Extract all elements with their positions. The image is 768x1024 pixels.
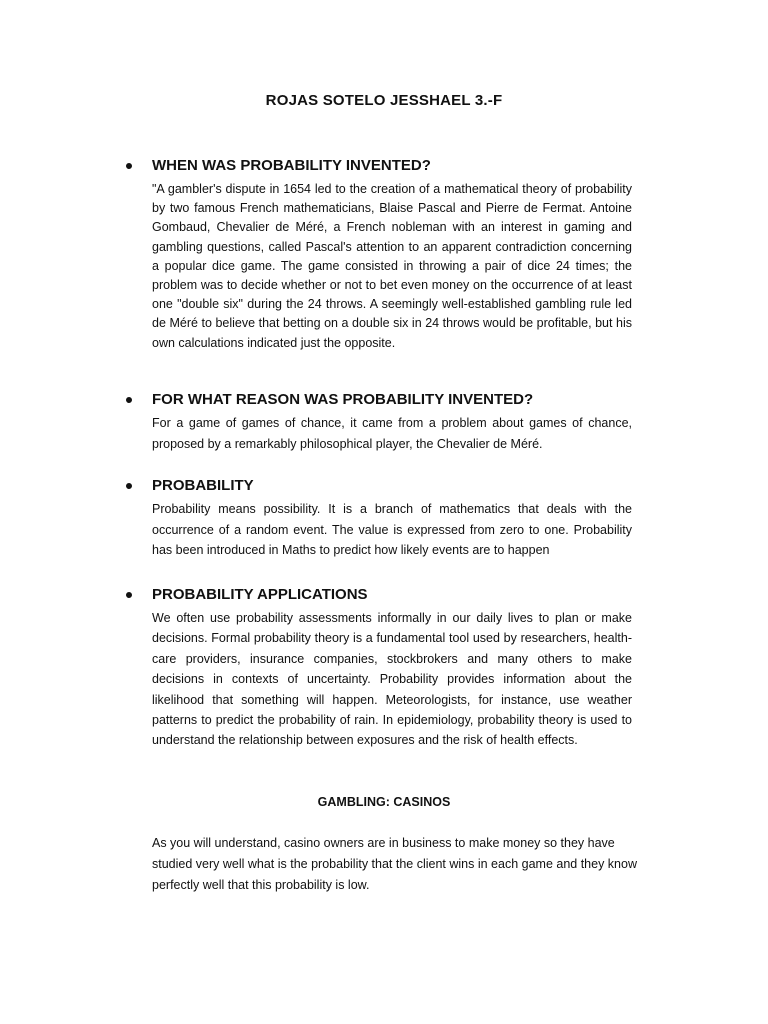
section-heading: PROBABILITY APPLICATIONS [152,586,368,603]
bullet-icon [126,163,132,169]
document-title: ROJAS SOTELO JESSHAEL 3.-F [265,92,503,109]
section-paragraph: Probability means possibility. It is a branch of mathematics that deals with the occurrence of a random event. The value is expressed from zero to one. Probability has been introduced in Maths to predict how likely events are to happen [152,502,632,557]
section-paragraph: We often use probability assessments informally in our daily lives to plan or make decisions. Formal probability theory is a fundamental tool used by researchers, health-care providers, insurance companies, stockbrokers and many others to make decisions in contexts of uncertainty. Probability provides information about the likelihood that something will happen. Meteorologists, for instance, use weather patterns to predict the probability of rain. In epidemiology, probability theory is used to understand the relationship between exposures and the risk of health effects. [152,611,632,748]
bullet-icon [126,592,132,598]
section-heading: WHEN WAS PROBABILITY INVENTED? [152,157,431,174]
section-paragraph: For a game of games of chance, it came from a problem about games of chance, proposed by a remarkably philosophical player, the Chevalier de Méré. [152,416,632,451]
casinos-subheading: GAMBLING: CASINOS [317,795,451,809]
section-heading: PROBABILITY [152,477,254,494]
section-paragraph: "A gambler's dispute in 1654 led to the creation of a mathematical theory of probability by two famous French mathematicians, Blaise Pascal and Pierre de Fermat. Antoine Gombaud, Chevalier de Méré, a French nobleman with an interest in gaming and gambling questions, called Pascal's attention to an apparent contradiction concerning a popular dice game. The game consisted in throwing a pair of dice 24 times; the problem was to decide whether or not to bet even money on the occurrence of at least one "double six" during the 24 throws. A seemingly well-established gambling rule led de Méré to believe that betting on a double six in 24 throws would be profitable, but his own calculations indicated just the opposite. [152,182,632,350]
bullet-icon [126,397,132,403]
casinos-paragraph: As you will understand, casino owners are in business to make money so they have studied very well what is the probability that the client wins in each game and they know perfectly well that this probability is low. [152,836,637,892]
bullet-icon [126,483,132,489]
section-heading: FOR WHAT REASON WAS PROBABILITY INVENTED? [152,391,534,408]
